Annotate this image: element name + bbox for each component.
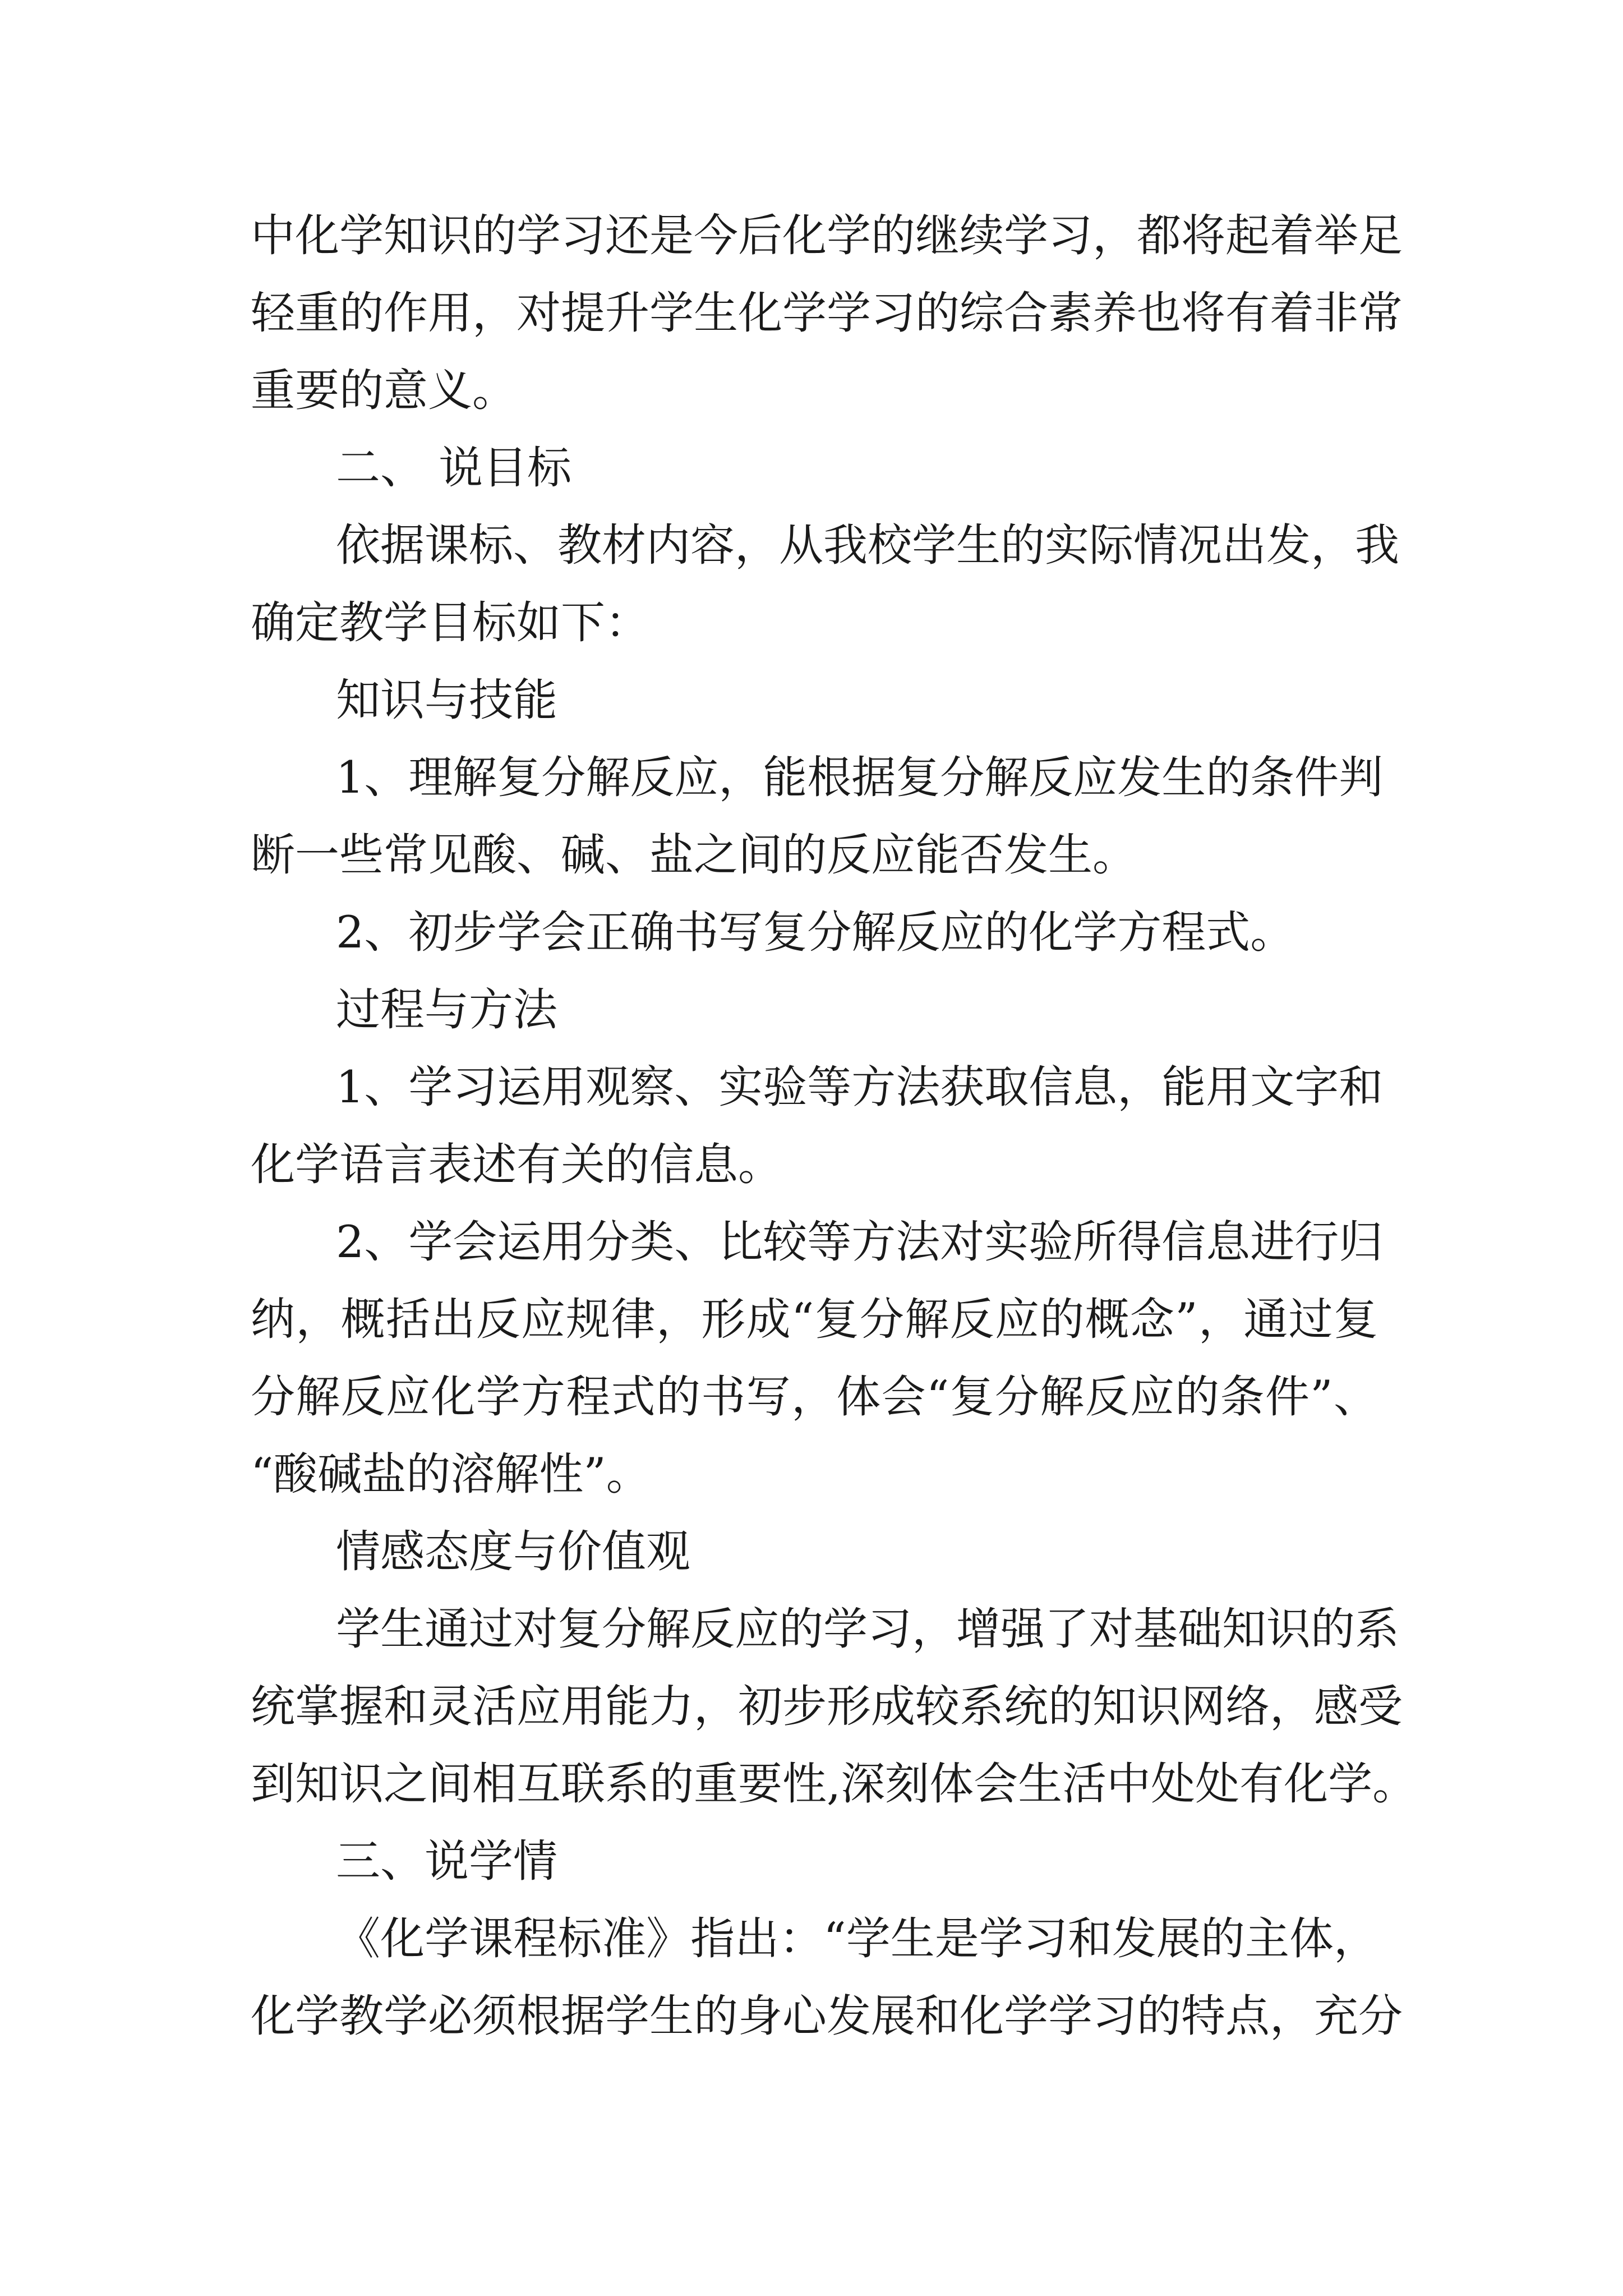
- paragraph-line: 断一些常见酸、碱、盐之间的反应能否发生。: [251, 829, 1137, 881]
- paragraph-line: 重要的意义。: [251, 365, 517, 416]
- paragraph-line: 1、理解复分解反应，能根据复分解反应发生的条件判: [336, 752, 1384, 803]
- paragraph-line: 到知识之间相互联系的重要性,深刻体会生活中处处有化学。: [251, 1758, 1417, 1810]
- paragraph-line: 确定教学目标如下：: [251, 597, 649, 648]
- subheading: 情感态度与价值观: [336, 1526, 690, 1577]
- subheading: 知识与技能: [336, 674, 557, 726]
- paragraph-line: 2、初步学会正确书写复分解反应的化学方程式。: [336, 907, 1295, 958]
- section-heading: 二、 说目标: [336, 442, 572, 494]
- paragraph-line: “酸碱盐的溶解性”。: [251, 1448, 651, 1500]
- paragraph-line: 2、学会运用分类、比较等方法对实验所得信息进行归: [336, 1216, 1384, 1268]
- paragraph-line: 学生通过对复分解反应的学习，增强了对基础知识的系: [336, 1603, 1399, 1655]
- paragraph-line: 化学教学必须根据学生的身心发展和化学学习的特点，充分: [251, 1990, 1403, 2042]
- paragraph-line: 中化学知识的学习还是今后化学的继续学习，都将起着举足: [251, 210, 1403, 261]
- section-heading: 三、说学情: [336, 1835, 557, 1887]
- paragraph-line: 轻重的作用，对提升学生化学学习的综合素养也将有着非常: [251, 287, 1403, 339]
- paragraph-line: 纳，概括出反应规律，形成“复分解反应的概念”，通过复: [251, 1294, 1378, 1345]
- paragraph-line: 化学语言表述有关的信息。: [251, 1139, 782, 1190]
- paragraph-line: 统掌握和灵活应用能力，初步形成较系统的知识网络，感受: [251, 1681, 1403, 1732]
- paragraph-line: 分解反应化学方程式的书写，体会“复分解反应的条件”、: [251, 1371, 1378, 1423]
- paragraph-line: 1、学习运用观察、实验等方法获取信息，能用文字和: [336, 1061, 1384, 1113]
- paragraph-line: 依据课标、教材内容，从我校学生的实际情况出发，我: [336, 519, 1399, 571]
- paragraph-line: 《化学课程标准》指出：“学生是学习和发展的主体，: [336, 1913, 1378, 1964]
- subheading: 过程与方法: [336, 984, 557, 1036]
